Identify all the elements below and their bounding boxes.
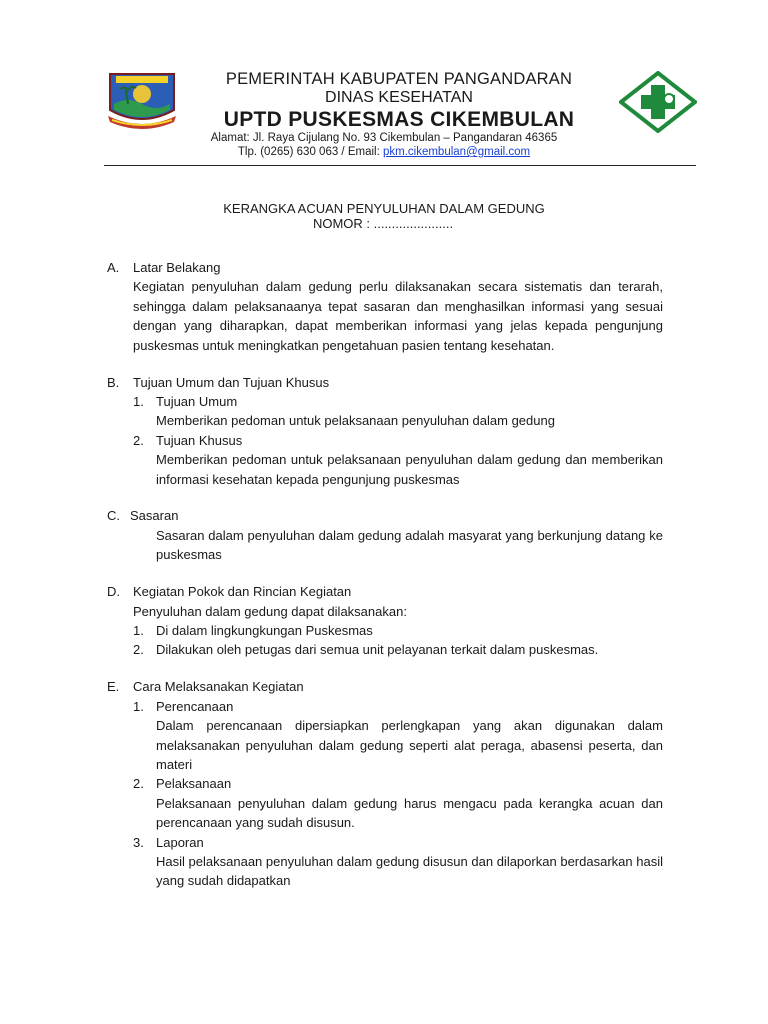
- letterhead: [0, 0, 768, 190]
- list-item: 2. Pelaksanaan: [107, 774, 663, 793]
- document-title: [0, 201, 768, 231]
- list-item: 3. Laporan: [107, 833, 663, 852]
- section-letter: C.: [107, 508, 120, 524]
- list-item: 2. Dilakukan oleh petugas dari semua unit pelayanan terkait dalam puskesmas.: [107, 640, 663, 659]
- list-item: 1. Tujuan Umum: [107, 392, 663, 411]
- item-body: Dalam perencanaan dipersiapkan perlengkapan yang akan digunakan dalam melaksanakan penyuluhan dalam gedung seperti alat peraga, abasensi peserta, dan materi: [156, 718, 663, 772]
- item-body: Hasil pelaksanaan penyuluhan dalam gedung disusun dan dilaporkan berdasarkan hasil yang sudah didapatkan: [156, 853, 663, 889]
- section-intro: Penyuluhan dalam gedung dapat dilaksanakan:: [133, 603, 407, 619]
- item-text: Di dalam lingkungkungan Puskesmas: [156, 623, 373, 638]
- contact-line: [0, 146, 768, 158]
- section-letter: E.: [107, 679, 120, 695]
- item-text: Dilakukan oleh petugas dari semua unit pelayanan terkait dalam puskesmas.: [156, 642, 599, 658]
- department-name: DINAS KESEHATAN: [325, 89, 473, 106]
- section-heading: Tujuan Umum dan Tujuan Khusus: [133, 374, 330, 390]
- item-title: Tujuan Umum: [156, 393, 238, 409]
- section-letter: D.: [107, 584, 120, 600]
- item-body: Memberikan pedoman untuk pelaksanaan penyuluhan dalam gedung: [156, 413, 555, 429]
- section-b: [107, 373, 663, 489]
- item-title: Laporan: [156, 834, 204, 850]
- list-item: 2. Tujuan Khusus: [107, 431, 663, 450]
- section-paragraph: Kegiatan penyuluhan dalam gedung perlu dilaksanakan secara sistematis dan terarah, sehingga dalam pelaksanaanya tepat sasaran dan menghasilkan informasi yang sesuai dengan yang diharapkan, dapat memberikan informasi yang jelas kepada pengunjung puskesmas untuk meningkatkan pengetahuan pasien tentang kesehatan.: [133, 279, 663, 353]
- section-e: [107, 677, 663, 890]
- contact-prefix: Tlp. (0265) 630 063 / Email:: [237, 146, 383, 158]
- email-link[interactable]: pkm.cikembulan@gmail.com: [382, 146, 531, 158]
- document-body: [107, 258, 663, 891]
- section-heading: Cara Melaksanakan Kegiatan: [133, 679, 304, 695]
- item-title: Tujuan Khusus: [156, 432, 243, 448]
- list-item: 1. Perencanaan: [107, 697, 663, 716]
- header-divider: [104, 165, 696, 166]
- list-item: 1. Di dalam lingkungkungan Puskesmas: [107, 621, 663, 640]
- section-letter: A.: [107, 260, 120, 275]
- section-heading: Sasaran: [130, 508, 179, 524]
- section-paragraph: Sasaran dalam penyuluhan dalam gedung adalah masyarat yang berkunjung datang ke puskesmas: [156, 527, 663, 563]
- item-body: Pelaksanaan penyuluhan dalam gedung harus mengacu pada kerangka acuan dan perencanaan yang sudah disusun.: [156, 795, 663, 831]
- section-c: [107, 506, 663, 564]
- section-heading: Latar Belakang: [133, 260, 221, 275]
- section-d: [107, 582, 663, 660]
- address-line: Alamat: Jl. Raya Cijulang No. 93 Cikembulan – Pangandaran 46365: [210, 132, 558, 144]
- item-title: Pelaksanaan: [156, 776, 232, 792]
- section-letter: B.: [107, 374, 120, 390]
- section-heading: Kegiatan Pokok dan Rincian Kegiatan: [133, 584, 352, 600]
- puskesmas-cross-icon: [619, 71, 697, 133]
- institution-name: UPTD PUSKESMAS CIKEMBULAN: [223, 108, 575, 131]
- item-body: Memberikan pedoman untuk pelaksanaan penyuluhan dalam gedung dan memberikan informasi kesehatan kepada pengunjung puskesmas: [156, 452, 663, 487]
- government-name: PEMERINTAH KABUPATEN PANGANDARAN: [225, 70, 573, 88]
- title-main: KERANGKA ACUAN PENYULUHAN DALAM GEDUNG: [223, 201, 545, 216]
- document-number: NOMOR : ......................: [312, 216, 454, 231]
- item-title: Perencanaan: [156, 698, 234, 714]
- section-a: [107, 258, 663, 355]
